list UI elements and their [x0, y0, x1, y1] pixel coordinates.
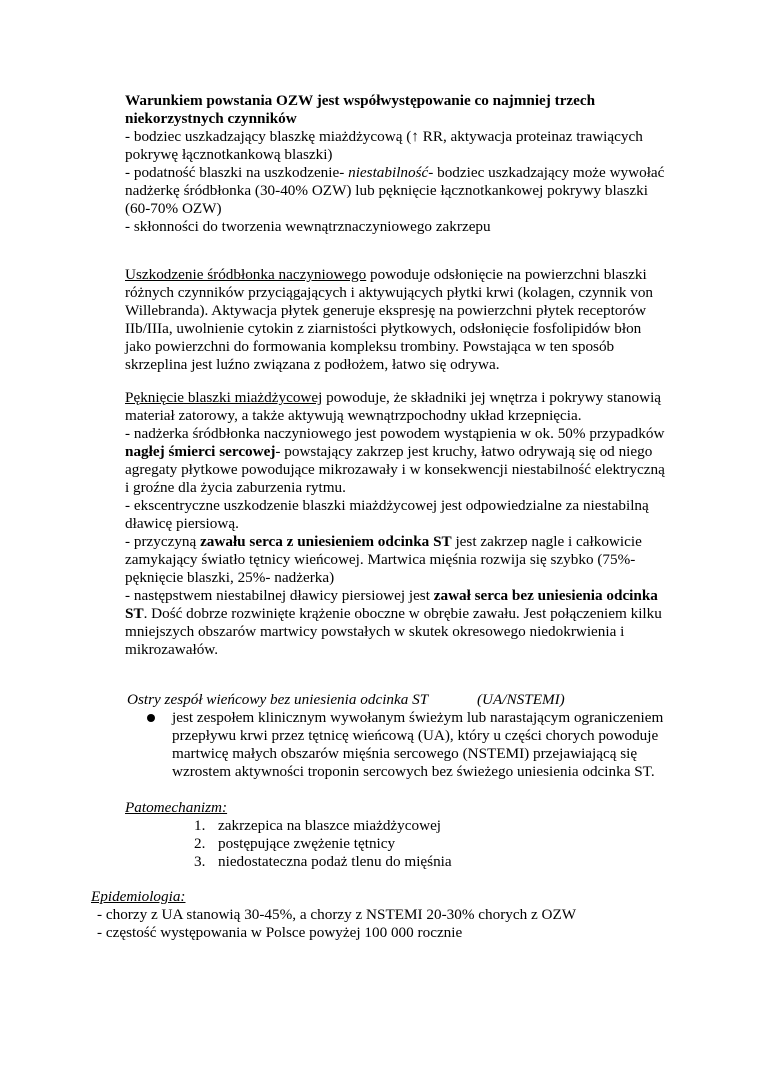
- list-item: [194, 817, 594, 835]
- endothelium-line: skrzeplina jest luźno związana z podłożem, łatwo się odrywa.: [125, 356, 500, 373]
- intro-text: - podatność blaszki na uszkodzenie-: [125, 164, 349, 181]
- list-text: postępujące zwężenie tętnicy: [218, 835, 396, 852]
- rupture-line: [125, 443, 653, 461]
- intro-line: pokrywę łącznotkankową blaszki): [125, 146, 333, 163]
- rupture-line: [125, 587, 658, 605]
- rupture-line: pęknięcie blaszki, 25%- nadżerka): [125, 569, 335, 586]
- nstemi-abbreviation: (UA/NSTEMI): [477, 691, 565, 708]
- endothelium-paragraph: [125, 266, 654, 374]
- rupture-line: [125, 533, 645, 551]
- intro-paragraph: [125, 92, 665, 236]
- epidemiology-line: - częstość występowania w Polsce powyżej 100 000 rocznie: [97, 924, 463, 941]
- rupture-line: [125, 389, 662, 407]
- list-number: 3.: [194, 853, 206, 870]
- list-item: [194, 835, 594, 853]
- rupture-line: - ekscentryczne uszkodzenie blaszki miażdżycowej jest odpowiedzialne za niestabilną: [125, 497, 649, 514]
- intro-text: - bodziec uszkadzający może wywołać: [428, 164, 665, 181]
- intro-heading-line1: Warunkiem powstania OZW jest współwystępowanie co najmniej trzech: [125, 92, 596, 109]
- pathomechanism-list: [194, 817, 594, 871]
- rupture-bold-term: nagłej śmierci sercowej: [125, 443, 276, 460]
- rupture-text: jest zakrzep nagle i całkowicie: [451, 533, 642, 550]
- nstemi-line: jest zespołem klinicznym wywołanym świeżym lub narastającym ograniczeniem: [172, 709, 664, 726]
- nstemi-line: martwicę małych obszarów mięśnia sercowego (NSTEMI) przejawiającą się: [172, 745, 638, 762]
- rupture-text: - przyczyną: [125, 533, 201, 550]
- pathomechanism-heading: [125, 799, 645, 817]
- rupture-bold-term: zawał serca bez uniesienia odcinka: [433, 587, 658, 604]
- rupture-line: dławicę piersiową.: [125, 515, 239, 532]
- rupture-line: zamykający światło tętnicy wieńcowej. Martwica mięśnia rozwija się szybko (75%-: [125, 551, 636, 568]
- intro-heading-line2: niekorzystnych czynników: [125, 110, 297, 127]
- list-text: niedostateczna podaż tlenu do mięśnia: [218, 853, 452, 870]
- rupture-text: - powstający zakrzep jest kruchy, łatwo odrywają się od niego: [275, 443, 653, 460]
- intro-italic-term: niestabilność: [348, 164, 429, 181]
- epidemiology-section: [91, 888, 651, 942]
- rupture-line: [125, 605, 662, 623]
- rupture-line: mniejszych obszarów martwicy powstałych w skutek okresowego niedokrwienia i: [125, 623, 625, 640]
- rupture-bold-term: ST: [125, 605, 144, 622]
- list-number: 1.: [194, 817, 206, 834]
- rupture-line: - nadżerka śródbłonka naczyniowego jest powodem wystąpienia w ok. 50% przypadków: [125, 425, 665, 442]
- endothelium-line: różnych czynników przyciągających i aktywujących płytki krwi (kolagen, czynnik von: [125, 284, 654, 301]
- epidemiology-line: - chorzy z UA stanowią 30-45%, a chorzy z NSTEMI 20-30% chorych z OZW: [97, 906, 577, 923]
- pathomechanism-title: Patomechanizm:: [125, 799, 228, 816]
- intro-line: (60-70% OZW): [125, 200, 222, 217]
- intro-line: [125, 164, 665, 182]
- nstemi-title: Ostry zespół wieńcowy bez uniesienia odcinka ST: [127, 691, 429, 708]
- rupture-line: i groźne dla życia zaburzenia rytmu.: [125, 479, 346, 496]
- intro-line: nadżerkę śródbłonka (30-40% OZW) lub pęknięcie łącznotkankowej pokrywy blaszki: [125, 182, 648, 199]
- rupture-line: agregaty płytkowe powodujące mikrozawały i w konsekwencji niestabilność elektryczną: [125, 461, 665, 478]
- intro-line: - bodziec uszkadzający blaszkę miażdżycową (↑ RR, aktywacja proteinaz trawiących: [125, 128, 643, 145]
- rupture-bold-term: zawału serca z uniesieniem odcinka ST: [200, 533, 452, 550]
- rupture-text: . Dość dobrze rozwinięte krążenie oboczne w obrębie zawału. Jest połączeniem kilku: [143, 605, 662, 622]
- list-number: 2.: [194, 835, 206, 852]
- rupture-line: mikrozawałów.: [125, 641, 219, 658]
- list-text: zakrzepica na blaszce miażdżycowej: [218, 817, 442, 834]
- rupture-line: materiał zatorowy, a także aktywują wewnątrzpochodny układ krzepnięcia.: [125, 407, 582, 424]
- rupture-heading: Pęknięcie blaszki miażdżycowej: [125, 389, 323, 406]
- endothelium-line: [125, 266, 645, 284]
- epidemiology-heading: Epidemiologia:: [91, 888, 186, 905]
- nstemi-line: przepływu krwi przez tętnicę wieńcową (UA), który u części chorych powoduje: [172, 727, 659, 744]
- nstemi-line: wzrostem aktywności troponin sercowych bez świeżego uniesienia odcinka ST.: [172, 763, 655, 780]
- rupture-text: - następstwem niestabilnej dławicy piersiowej jest: [125, 587, 434, 604]
- endothelium-text: powoduje odsłonięcie na powierzchni blaszki: [366, 266, 647, 283]
- endothelium-line: jako powierzchni do formowania kompleksu trombiny. Powstająca w ten sposób: [125, 338, 615, 355]
- intro-line: - skłonności do tworzenia wewnątrznaczyniowego zakrzepu: [125, 218, 491, 235]
- rupture-text: powoduje, że składniki jej wnętrza i pokrywy stanowią: [322, 389, 662, 406]
- endothelium-line: IIb/IIIa, uwolnienie cytokin z ziarnistości płytkowych, odsłonięcie fosfolipidów błon: [125, 320, 642, 337]
- list-item: [194, 853, 594, 871]
- endothelium-heading: Uszkodzenie śródbłonka naczyniowego: [125, 266, 367, 283]
- bullet-icon: [147, 714, 155, 722]
- endothelium-line: Willebranda). Aktywacja płytek generuje ekspresję na powierzchni płytek receptorów: [125, 302, 647, 319]
- rupture-paragraph: [125, 389, 665, 659]
- nstemi-definition: [172, 709, 672, 781]
- nstemi-heading: [125, 691, 645, 709]
